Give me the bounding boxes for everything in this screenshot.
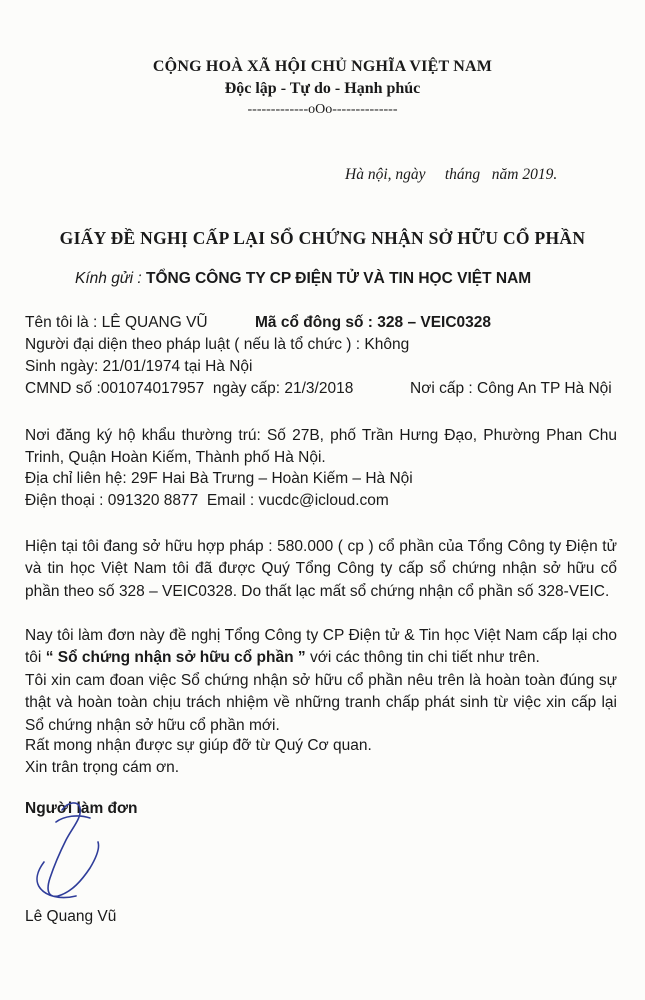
id-issued-by: Nơi cấp : Công An TP Hà Nội	[410, 380, 612, 397]
national-motto: Độc lập - Tự do - Hạnh phúc	[224, 80, 421, 97]
national-heading: CỘNG HOÀ XÃ HỘI CHỦ NGHĨA VIỆT NAM	[152, 58, 493, 75]
request-text-end: với các thông tin chi tiết như trên.	[305, 649, 540, 667]
recipient-line	[75, 270, 531, 288]
paragraph-commitment: Tôi xin cam đoan việc Sổ chứng nhận sở hữu cổ phần nêu trên là hoàn toàn đúng sự thật và hoàn toàn chịu trách nhiệm về những tranh chấp phát sinh từ việc xin cấp lại Sổ chứng nhận sở hữu cổ phần mới.	[25, 672, 617, 734]
request-text-start: Nay tôi làm đơn này đề nghị Tổng Công ty CP Điện tử & Tin học Việt Nam cấp lại cho tôi	[25, 627, 617, 667]
paragraph-request	[25, 625, 617, 670]
birth-info: Sinh ngày: 21/01/1974 tại Hà Nội	[25, 358, 253, 375]
permanent-residence: Nơi đăng ký hộ khẩu thường trú: Số 27B, phố Trần Hưng Đạo, Phường Phan Chu Trinh, Quận Hoàn Kiếm, Thành phố Hà Nội.	[25, 427, 617, 467]
id-card-info: CMND số :001074017957 ngày cấp: 21/3/2018	[25, 380, 354, 397]
shareholder-code: Mã cổ đông số : 328 – VEIC0328	[255, 314, 492, 331]
recipient-name: TỔNG CÔNG TY CP ĐIỆN TỬ VÀ TIN HỌC VIỆT NAM	[146, 270, 532, 287]
contact-address: Địa chỉ liên hệ: 29F Hai Bà Trưng – Hoàn Kiếm – Hà Nội	[25, 470, 413, 487]
legal-representative: Người đại diện theo pháp luật ( nếu là tổ chức ) : Không	[25, 336, 410, 353]
signer-title: Người làm đơn	[25, 800, 138, 817]
date-line: Hà nội, ngày tháng năm 2019.	[345, 166, 558, 183]
document-title: GIẤY ĐỀ NGHỊ CẤP LẠI SỔ CHỨNG NHẬN SỞ HỮU CỔ PHẦN	[59, 228, 586, 248]
phone-email: Điện thoại : 091320 8877 Email : vucdc@icloud.com	[25, 492, 389, 509]
recipient-label: Kính gửi :	[75, 270, 146, 287]
paragraph-thanks: Xin trân trọng cám ơn.	[25, 759, 180, 776]
paragraph-hope: Rất mong nhận được sự giúp đỡ từ Quý Cơ quan.	[25, 737, 372, 754]
paragraph-ownership: Hiện tại tôi đang sở hữu hợp pháp : 580.000 ( cp ) cổ phần của Tổng Công ty Điện tử và tin học Việt Nam tôi đã được Quý Tổng Công ty cấp sổ chứng nhận sở hữu cổ phần theo số 328 – VEIC0328. Do thất lạc mất sổ chứng nhận cổ phần số 328-VEIC.	[25, 538, 617, 600]
handwritten-signature	[20, 792, 150, 907]
applicant-name: Tên tôi là : LÊ QUANG VŨ	[25, 314, 208, 331]
request-document-name: “ Sổ chứng nhận sở hữu cổ phần ”	[45, 649, 306, 667]
signer-name: Lê Quang Vũ	[25, 908, 117, 925]
heading-separator: -------------oOo--------------	[247, 102, 398, 117]
